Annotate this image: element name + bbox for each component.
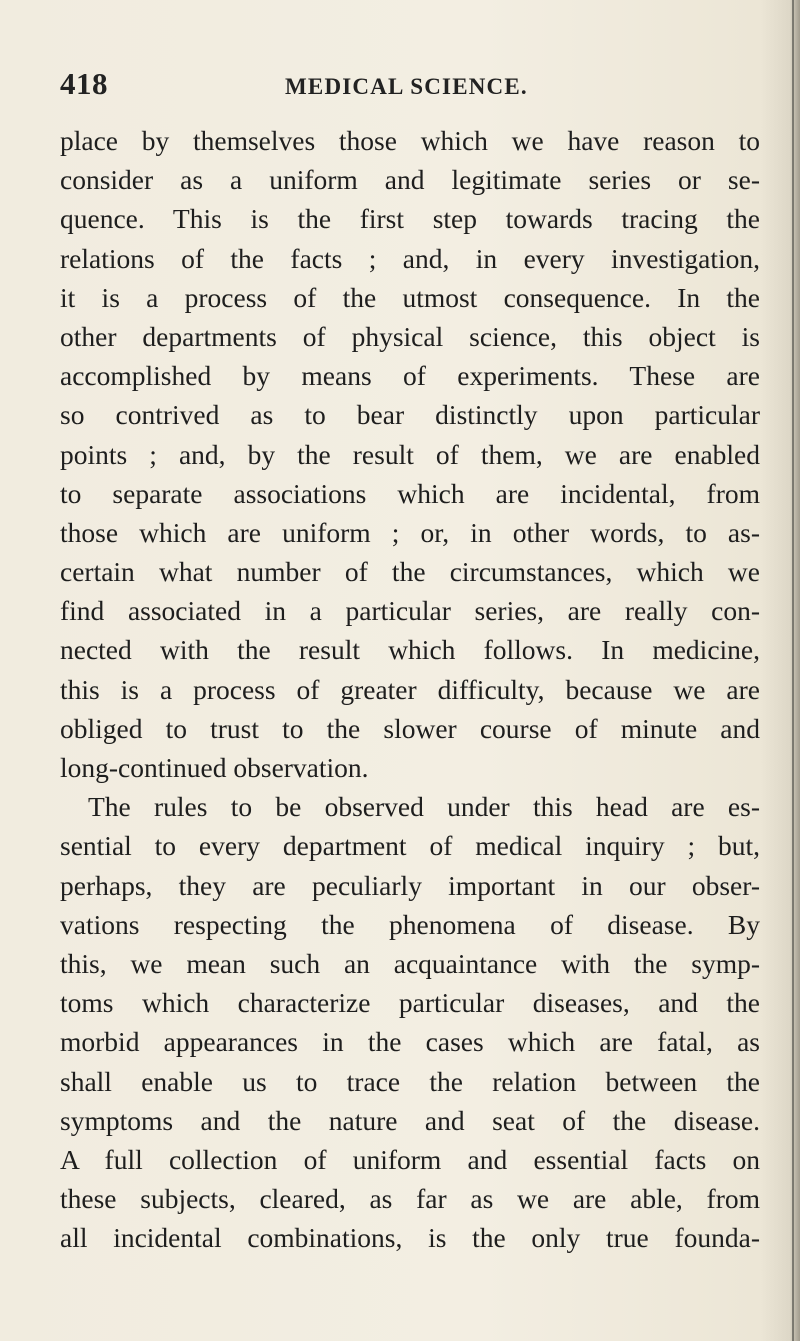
text-line: A full collection of uniform and essential facts on [60, 1143, 760, 1175]
page-header [60, 66, 760, 106]
text-line: all incidental combinations, is the only true founda- [60, 1222, 760, 1254]
text-line: place by themselves those which we have reason to [60, 125, 760, 156]
text-line: find associated in a particular series, are really con- [60, 595, 760, 627]
text-line: toms which characterize particular diseases, and the [60, 987, 760, 1019]
text-line: certain what number of the circumstances, which we [60, 556, 760, 588]
text-line: other departments of physical science, this object is [60, 320, 760, 352]
text-line: relations of the facts ; and, in every investigation, [60, 242, 760, 274]
text-line: these subjects, cleared, as far as we are able, from [60, 1183, 760, 1215]
text-line: shall enable us to trace the relation between the [60, 1065, 760, 1097]
text-line: quence. This is the first step towards tracing the [60, 203, 760, 235]
page-edge-line [792, 0, 794, 1341]
text-line: morbid appearances in the cases which are fatal, as [60, 1026, 760, 1058]
text-line: this is a process of greater difficulty, because we are [60, 673, 760, 705]
text-line: vations respecting the phenomena of disease. By [60, 908, 760, 940]
page-number: 418 [60, 66, 108, 101]
text-line: The rules to be observed under this head are es- [88, 791, 760, 823]
text-line: it is a process of the utmost consequence. In the [60, 281, 760, 313]
text-line: long-continued observation. [60, 752, 369, 783]
text-line: nected with the result which follows. In medicine, [60, 634, 760, 666]
text-line: consider as a uniform and legitimate series or se- [60, 164, 760, 196]
text-line: symptoms and the nature and seat of the disease. [60, 1104, 760, 1136]
text-line: to separate associations which are incidental, from [60, 477, 760, 509]
text-line: so contrived as to bear distinctly upon particular [60, 399, 760, 431]
text-line: perhaps, they are peculiarly important in our obser- [60, 869, 760, 901]
text-line: obliged to trust to the slower course of minute and [60, 712, 760, 744]
text-line: those which are uniform ; or, in other words, to as- [60, 516, 760, 548]
text-line: sential to every department of medical inquiry ; but, [60, 830, 760, 862]
text-line: accomplished by means of experiments. These are [60, 360, 760, 392]
running-head: MEDICAL SCIENCE. [285, 74, 528, 99]
body-text [60, 121, 760, 1257]
text-line: this, we mean such an acquaintance with the symp- [60, 947, 760, 979]
text-line: points ; and, by the result of them, we are enabled [60, 438, 760, 470]
